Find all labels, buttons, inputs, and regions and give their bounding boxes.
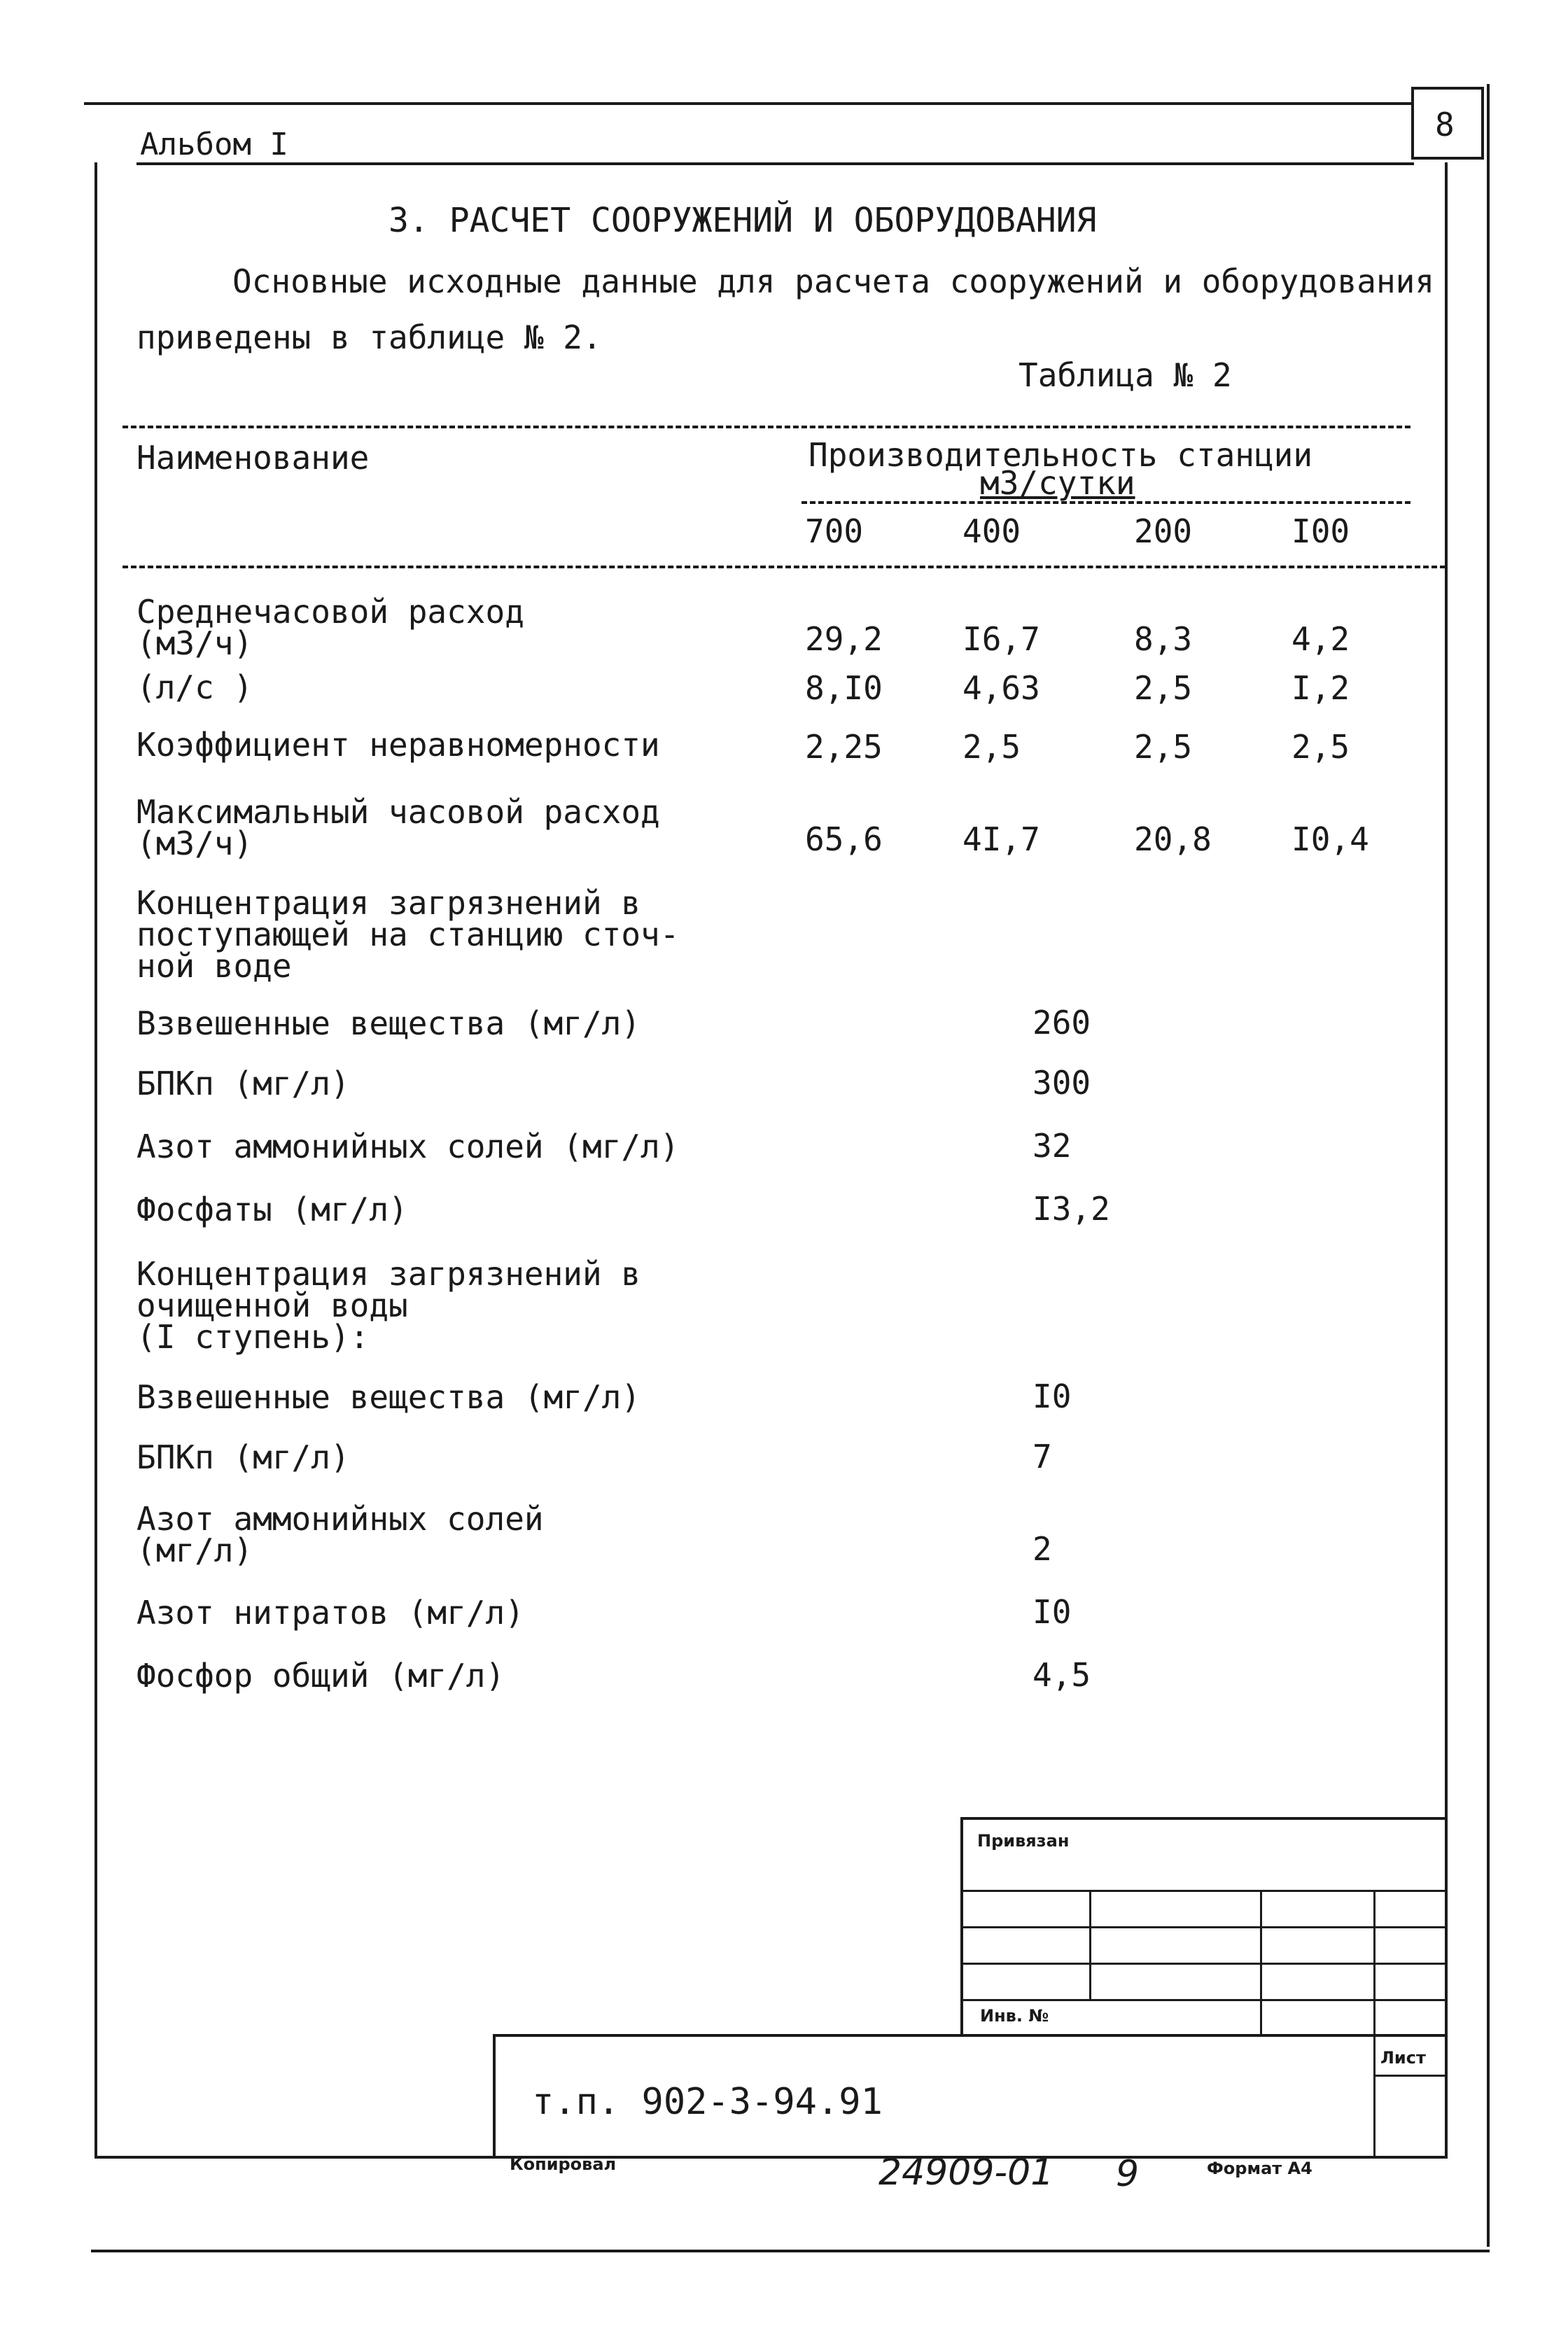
frame-right-line xyxy=(1445,162,1448,2157)
frame-left-line xyxy=(94,162,97,2157)
page-bottom-line xyxy=(91,2250,1490,2252)
row-label-nonuniformity: Коэффициент неравномерности xyxy=(136,726,660,764)
stamp-vline-2 xyxy=(1260,1890,1262,2034)
outer-right-line xyxy=(1487,84,1490,2247)
group1-label: Азот аммонийных солей (мг/л) xyxy=(136,1128,680,1165)
col-header-unit: м3/сутки xyxy=(980,464,1135,502)
table-caption: Таблица № 2 xyxy=(1018,356,1232,394)
table-top-dashed-line xyxy=(122,426,1410,428)
stamp-upper-top-line xyxy=(960,1817,1446,1820)
intro-line-2: приведены в таблице № 2. xyxy=(136,318,602,356)
stamp-vline-3 xyxy=(1373,1890,1376,2156)
row-value: 2,5 xyxy=(1134,728,1193,766)
group1-value: 260 xyxy=(1032,1004,1091,1042)
row-label-flow-ls: (л/с ) xyxy=(136,668,253,706)
stamp-main-left-line xyxy=(493,2034,496,2157)
group2-label: Азот аммонийных солей (мг/л) xyxy=(136,1500,544,1570)
footer-format: Формат А4 xyxy=(1207,2159,1312,2178)
row-label-avg-flow: Среднечасовой расход (м3/ч) xyxy=(136,593,524,663)
row-value: 2,5 xyxy=(962,728,1021,766)
row-value: 4I,7 xyxy=(962,820,1040,858)
row-value: I,2 xyxy=(1292,669,1350,707)
col-header-capacity: Производительность станции xyxy=(808,436,1313,474)
group2-value: 7 xyxy=(1032,1438,1052,1475)
row-value: 4,2 xyxy=(1292,620,1350,658)
header-underline xyxy=(136,162,1414,165)
stamp-doc-code: т.п. 902-3-94.91 xyxy=(532,2081,883,2123)
stamp-inv-no: Инв. № xyxy=(980,2006,1049,2026)
group1-header: Концентрация загрязнений в поступающей на станцию сточ- ной воде xyxy=(136,884,680,986)
stamp-vline-1 xyxy=(1089,1890,1091,1999)
album-label: Альбом I xyxy=(140,127,288,162)
group1-label: Взвешенные вещества (мг/л) xyxy=(136,1004,641,1042)
footer-kopiroval: Копировал xyxy=(510,2154,617,2174)
capacity-100: I00 xyxy=(1292,512,1350,550)
row-value: I6,7 xyxy=(962,620,1040,658)
group2-value: I0 xyxy=(1032,1593,1072,1631)
top-border-line xyxy=(84,102,1414,105)
group1-label: БПКп (мг/л) xyxy=(136,1065,350,1102)
stamp-list-divider xyxy=(1373,2075,1446,2077)
row-value: 2,25 xyxy=(805,728,883,766)
capacity-700: 700 xyxy=(805,512,864,550)
row-value: 65,6 xyxy=(805,820,883,858)
group2-header: Концентрация загрязнений в очищенной воды (I ступень): xyxy=(136,1255,641,1356)
row-value: 8,I0 xyxy=(805,669,883,707)
row-value: 20,8 xyxy=(1134,820,1212,858)
footer-number: 24909-01 xyxy=(878,2152,1054,2194)
row-value: 2,5 xyxy=(1134,669,1193,707)
intro-line-1: Основные исходные данные для расчета сооружений и оборудования xyxy=(232,262,1435,300)
group1-label: Фосфаты (мг/л) xyxy=(136,1191,408,1228)
section-title: 3. РАСЧЕТ СООРУЖЕНИЙ И ОБОРУДОВАНИЯ xyxy=(388,201,1097,240)
group1-value: 32 xyxy=(1032,1127,1072,1165)
group2-label: Взвешенные вещества (мг/л) xyxy=(136,1378,641,1416)
row-value: 2,5 xyxy=(1292,728,1350,766)
stamp-list: Лист xyxy=(1380,2048,1426,2068)
table-header-dashed-line xyxy=(122,566,1446,568)
capacity-400: 400 xyxy=(962,512,1021,550)
row-label-max-flow: Максимальный часовой расход (м3/ч) xyxy=(136,793,660,863)
group1-value: 300 xyxy=(1032,1064,1091,1102)
page-number: 8 xyxy=(1435,106,1455,143)
group2-label: Фосфор общий (мг/л) xyxy=(136,1657,505,1695)
row-value: 4,63 xyxy=(962,669,1040,707)
row-value: 29,2 xyxy=(805,620,883,658)
group2-value: I0 xyxy=(1032,1377,1072,1415)
group2-label: Азот нитратов (мг/л) xyxy=(136,1594,524,1632)
capacity-dashed-line xyxy=(802,501,1410,504)
group2-value: 2 xyxy=(1032,1530,1052,1568)
stamp-privyazan: Привязан xyxy=(977,1831,1070,1851)
col-header-name: Наименование xyxy=(136,439,370,477)
row-value: I0,4 xyxy=(1292,820,1369,858)
footer-sheet: 9 xyxy=(1116,2153,1140,2195)
group2-value: 4,5 xyxy=(1032,1656,1091,1694)
stamp-main-top-line xyxy=(493,2034,1446,2037)
group2-label: БПКп (мг/л) xyxy=(136,1438,350,1476)
row-value: 8,3 xyxy=(1134,620,1193,658)
group1-value: I3,2 xyxy=(1032,1190,1110,1228)
capacity-200: 200 xyxy=(1134,512,1193,550)
